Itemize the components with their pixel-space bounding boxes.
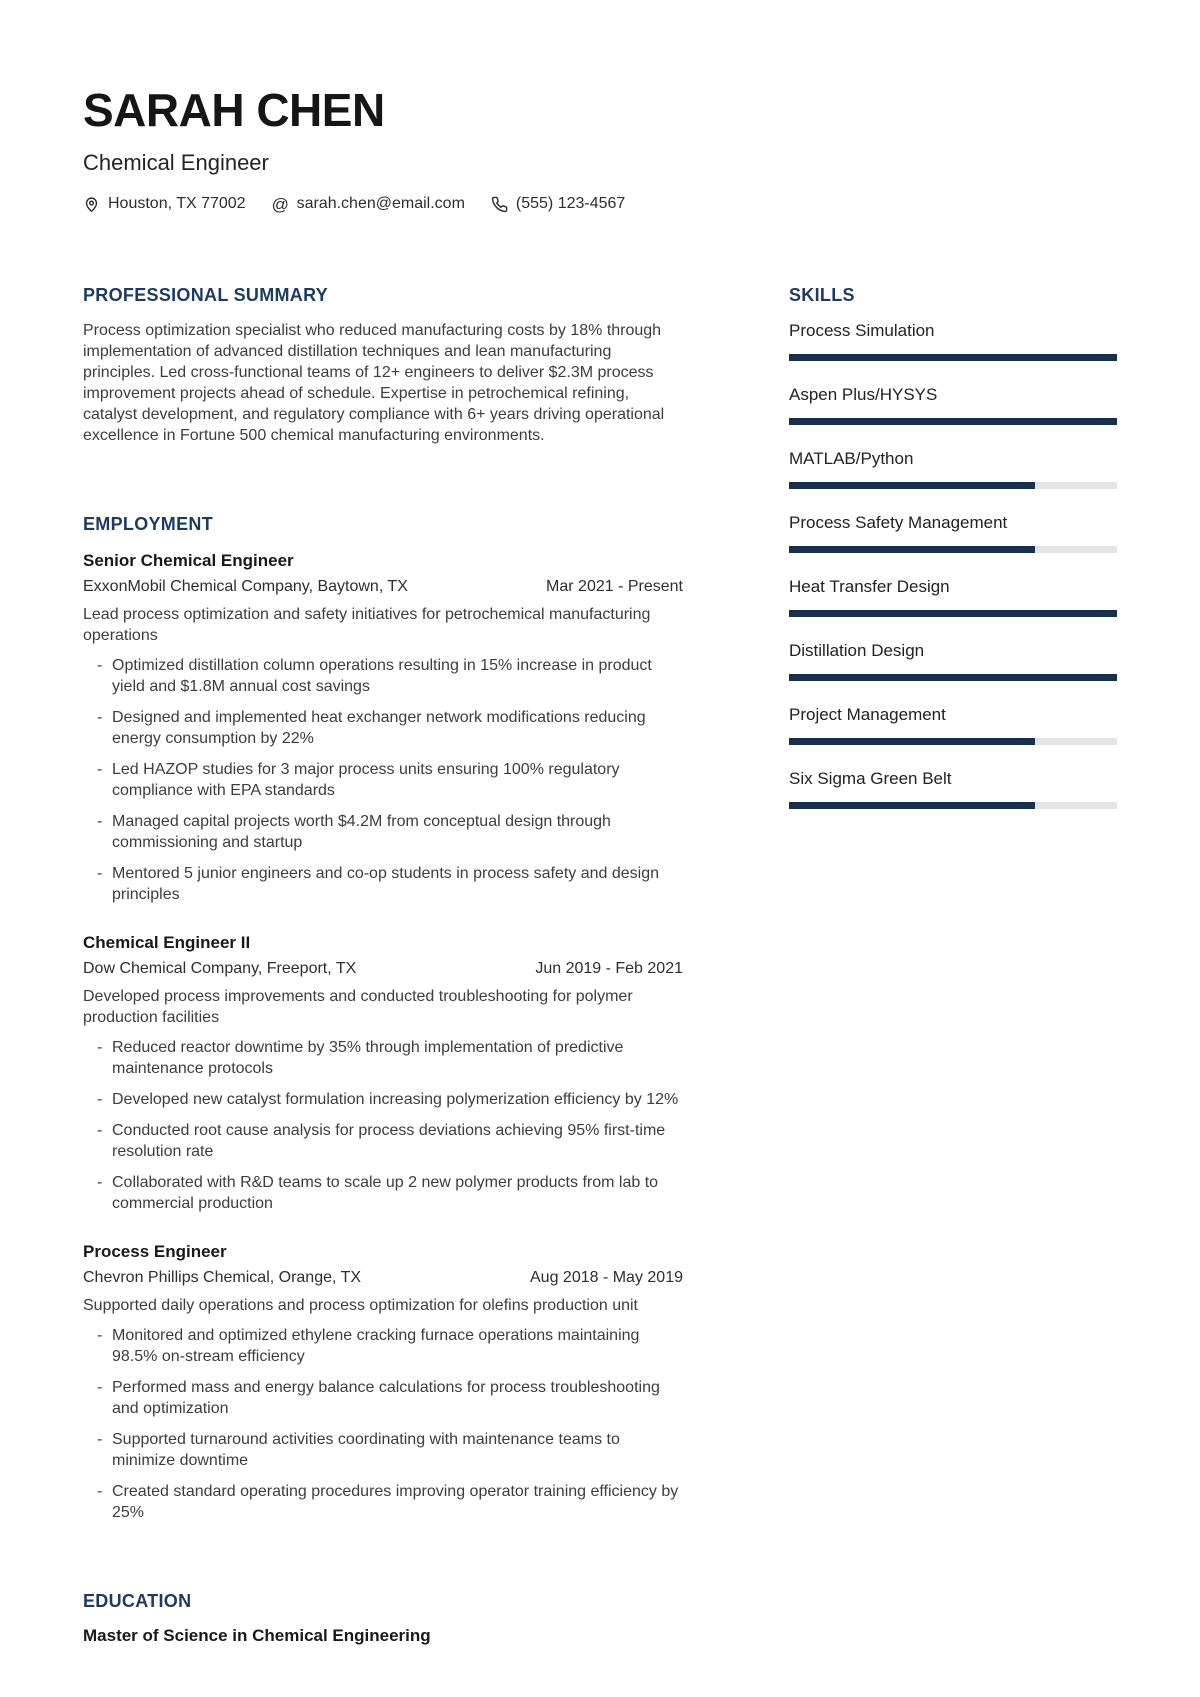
skill-item: [789, 448, 1117, 489]
contact-location-text: Houston, TX 77002: [108, 195, 246, 213]
phone-icon: [491, 196, 508, 213]
job-title: Senior Chemical Engineer: [83, 551, 294, 571]
resume-header: [83, 86, 1117, 213]
bullet-text: Mentored 5 junior engineers and co-op students in process safety and design principles: [112, 865, 660, 904]
contact-email-text: sarah.chen@email.com: [296, 195, 465, 213]
bullet-item: [83, 863, 683, 905]
job-meta: [83, 1269, 683, 1287]
skill-item: [789, 768, 1117, 809]
job-entry: [83, 933, 683, 1214]
skill-label: Aspen Plus/HYSYS: [789, 385, 938, 405]
bullet-dash: [97, 1325, 112, 1367]
section-education: [83, 1591, 683, 1646]
skill-level-fill: [789, 802, 1035, 809]
skill-level-bar: [789, 482, 1117, 489]
job-company: ExxonMobil Chemical Company, Baytown, TX: [83, 578, 408, 596]
employment-heading: EMPLOYMENT: [83, 514, 214, 535]
bullet-text: Optimized distillation column operations resulting in 15% increase in product yield and $1.8M annual cost savings: [112, 657, 652, 696]
skill-level-fill: [789, 674, 1117, 681]
job-company: Dow Chemical Company, Freeport, TX: [83, 960, 357, 978]
contact-row: [83, 195, 1117, 213]
section-professional-summary: [83, 285, 683, 446]
bullet-text: Reduced reactor downtime by 35% through implementation of predictive maintenance protocols: [112, 1039, 624, 1078]
bullet-item: [83, 1377, 683, 1419]
skill-level-bar: [789, 418, 1117, 425]
job-company: Chevron Phillips Chemical, Orange, TX: [83, 1269, 362, 1287]
skills-heading: SKILLS: [789, 285, 855, 306]
education-degree: Master of Science in Chemical Engineering: [83, 1626, 431, 1646]
skill-level-fill: [789, 482, 1035, 489]
job-bullets: [83, 655, 683, 905]
skill-level-bar: [789, 674, 1117, 681]
bullet-text: Supported turnaround activities coordinating with maintenance teams to minimize downtime: [112, 1431, 620, 1470]
job-bullets: [83, 1037, 683, 1214]
skill-item: [789, 384, 1117, 425]
job-meta: [83, 960, 683, 978]
skill-level-fill: [789, 418, 1117, 425]
bullet-item: [83, 1481, 683, 1523]
skill-label: Distillation Design: [789, 641, 925, 661]
bullet-dash: [97, 655, 112, 697]
job-title: Chemical Engineer II: [83, 933, 251, 953]
skill-item: [789, 512, 1117, 553]
right-column: [789, 285, 1117, 832]
bullet-text: Led HAZOP studies for 3 major process units ensuring 100% regulatory compliance with EPA standards: [112, 761, 620, 800]
bullet-dash: [97, 1037, 112, 1079]
contact-phone-text: (555) 123-4567: [515, 195, 626, 213]
bullet-item: [83, 655, 683, 697]
skill-label: Process Safety Management: [789, 513, 1008, 533]
left-column: [83, 285, 683, 1646]
skill-level-bar: [789, 802, 1117, 809]
bullet-text: Managed capital projects worth $4.2M from conceptual design through commissioning and startup: [112, 813, 611, 852]
skill-label: MATLAB/Python: [789, 449, 914, 469]
bullet-dash: [97, 811, 112, 853]
skill-label: Heat Transfer Design: [789, 577, 950, 597]
job-summary: Supported daily operations and process optimization for olefins production unit: [83, 1297, 638, 1315]
skill-level-bar: [789, 546, 1117, 553]
person-title: Chemical Engineer: [83, 150, 269, 176]
skill-label: Project Management: [789, 705, 946, 725]
bullet-item: [83, 1325, 683, 1367]
job-meta: [83, 578, 683, 596]
skill-level-fill: [789, 738, 1035, 745]
skill-level-fill: [789, 354, 1117, 361]
bullet-text: Performed mass and energy balance calculations for process troubleshooting and optimization: [112, 1379, 660, 1418]
bullet-dash: [97, 707, 112, 749]
bullet-text: Collaborated with R&D teams to scale up 2 new polymer products from lab to commercial production: [112, 1174, 659, 1213]
job-dates: Aug 2018 - May 2019: [530, 1269, 683, 1287]
bullet-dash: [97, 1120, 112, 1162]
contact-phone: [491, 195, 625, 213]
bullet-dash: [97, 863, 112, 905]
map-pin-icon: [83, 196, 100, 213]
bullet-dash: [97, 1481, 112, 1523]
job-summary: Lead process optimization and safety initiatives for petrochemical manufacturing operations: [83, 606, 651, 645]
skill-label: Process Simulation: [789, 321, 935, 341]
at-sign-icon: @: [271, 194, 289, 214]
bullet-dash: [97, 1172, 112, 1214]
contact-location: [83, 195, 246, 213]
skill-level-bar: [789, 354, 1117, 361]
skill-item: [789, 640, 1117, 681]
skill-level-bar: [789, 738, 1117, 745]
bullet-dash: [97, 1089, 112, 1110]
bullet-item: [83, 707, 683, 749]
bullet-item: [83, 1429, 683, 1471]
bullet-item: [83, 811, 683, 853]
job-dates: Mar 2021 - Present: [546, 578, 683, 596]
skill-item: [789, 320, 1117, 361]
bullet-text: Conducted root cause analysis for process deviations achieving 95% first-time resolution rate: [112, 1122, 666, 1161]
job-summary: Developed process improvements and conducted troubleshooting for polymer production facilities: [83, 988, 633, 1027]
bullet-text: Developed new catalyst formulation increasing polymerization efficiency by 12%: [112, 1091, 679, 1109]
section-skills: [789, 285, 1117, 809]
bullet-item: [83, 1089, 683, 1110]
bullet-text: Created standard operating procedures improving operator training efficiency by 25%: [112, 1483, 679, 1522]
summary-text: Process optimization specialist who reduced manufacturing costs by 18% through implementation of advanced distillation techniques and lean manufacturing principles. Led cross-functional teams of 12+ engineers to deliver $2.3M process improvement projects ahead of schedule. Expertise in petrochemical refining, catalyst development, and regulatory compliance with 6+ years driving operational excellence in Fortune 500 chemical manufacturing environments.: [83, 322, 665, 445]
skill-level-fill: [789, 546, 1035, 553]
skill-item: [789, 576, 1117, 617]
education-heading: EDUCATION: [83, 1591, 192, 1612]
job-title: Process Engineer: [83, 1242, 227, 1262]
skill-level-fill: [789, 610, 1117, 617]
summary-heading: PROFESSIONAL SUMMARY: [83, 285, 329, 306]
bullet-dash: [97, 1377, 112, 1419]
resume-body: [83, 285, 1117, 1646]
skill-item: [789, 704, 1117, 745]
section-employment: [83, 514, 683, 1523]
bullet-item: [83, 1037, 683, 1079]
bullet-item: [83, 759, 683, 801]
bullet-dash: [97, 1429, 112, 1471]
bullet-item: [83, 1172, 683, 1214]
job-bullets: [83, 1325, 683, 1523]
job-entry: [83, 1242, 683, 1523]
job-dates: Jun 2019 - Feb 2021: [535, 960, 683, 978]
skill-label: Six Sigma Green Belt: [789, 769, 952, 789]
bullet-text: Designed and implemented heat exchanger network modifications reducing energy consumption by 22%: [112, 709, 646, 748]
person-name: SARAH CHEN: [83, 84, 385, 136]
bullet-text: Monitored and optimized ethylene cracking furnace operations maintaining 98.5% on-stream efficiency: [112, 1327, 640, 1366]
bullet-dash: [97, 759, 112, 801]
skill-level-bar: [789, 610, 1117, 617]
contact-email: [272, 195, 465, 213]
job-entry: [83, 551, 683, 905]
bullet-item: [83, 1120, 683, 1162]
